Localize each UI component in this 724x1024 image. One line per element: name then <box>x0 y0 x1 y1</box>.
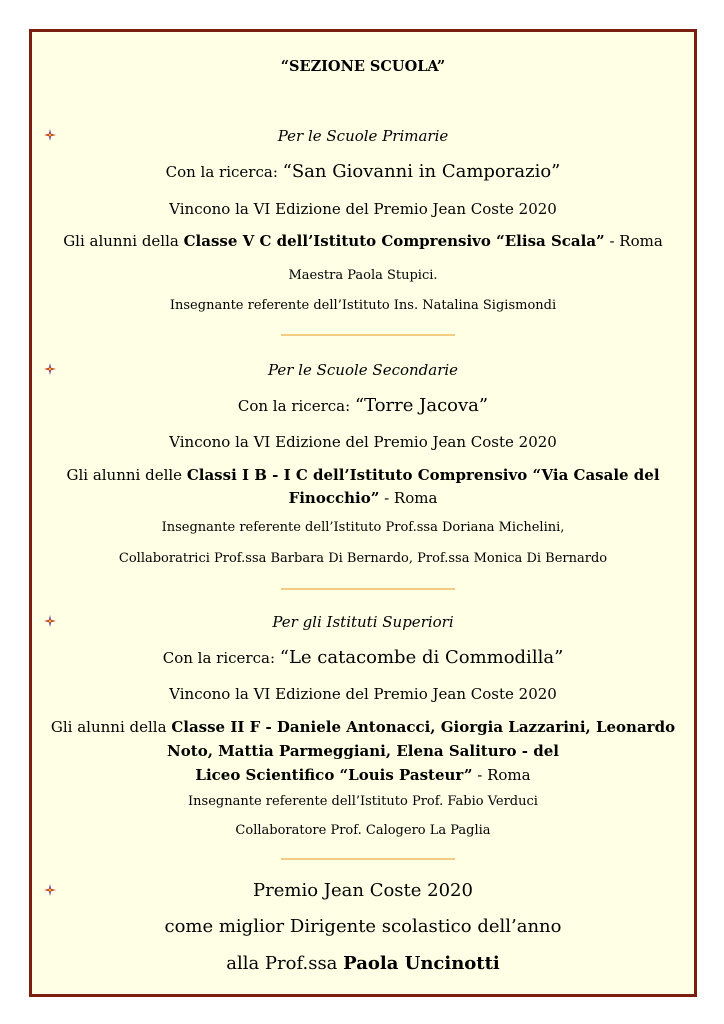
win-primarie: Vincono la VI Edizione del Premio Jean Coste 2020 <box>169 200 557 218</box>
section-title: “SEZIONE SCUOLA” <box>280 58 446 75</box>
research-title: “San Giovanni in Camporazio” <box>282 161 561 182</box>
separator <box>281 334 455 336</box>
win-secondarie: Vincono la VI Edizione del Premio Jean Coste 2020 <box>169 433 557 451</box>
teacher-primarie: Maestra Paola Stupici. <box>288 268 438 283</box>
recipient-prefix: alla Prof.ssa <box>226 953 344 974</box>
research-superiori <box>32 647 694 668</box>
students-names: Noto, Mattia Parmeggiani, Elena Salituro - del <box>167 742 559 760</box>
research-title: “Le catacombe di Commodilla” <box>279 647 564 668</box>
students-superiori-2 <box>32 742 694 760</box>
recipient-name: Paola Uncinotti <box>343 953 500 974</box>
referent-secondarie: Insegnante referente dell’Istituto Prof.ssa Doriana Michelini, <box>161 520 565 535</box>
collaborator-superiori: Collaboratore Prof. Calogero La Paglia <box>235 823 491 838</box>
students-class: Classe V C dell’Istituto Comprensivo “Elisa Scala” <box>183 232 605 250</box>
students-city: - Roma <box>472 766 531 784</box>
students-secondarie-2 <box>32 489 694 507</box>
dirigente-description: come miglior Dirigente scolastico dell’anno <box>164 916 562 937</box>
win-superiori: Vincono la VI Edizione del Premio Jean Coste 2020 <box>169 685 557 703</box>
dirigente-award: Premio Jean Coste 2020 <box>253 880 473 901</box>
research-prefix: Con la ricerca: <box>162 649 280 667</box>
students-school: Liceo Scientifico “Louis Pasteur” <box>195 766 473 784</box>
students-prefix: Gli alunni della <box>63 232 184 250</box>
students-prefix: Gli alunni della <box>50 718 172 736</box>
students-prefix: Gli alunni delle <box>66 466 187 484</box>
category-primarie: Per le Scuole Primarie <box>277 127 449 145</box>
collaborators-secondarie: Collaboratrici Prof.ssa Barbara Di Bernardo, Prof.ssa Monica Di Bernardo <box>118 551 608 566</box>
students-city: - Roma <box>604 232 663 250</box>
students-primarie <box>32 232 694 250</box>
dirigente-recipient <box>32 953 694 974</box>
separator <box>281 858 455 860</box>
students-superiori-3 <box>32 766 694 784</box>
referent-superiori: Insegnante referente dell’Istituto Prof. Fabio Verduci <box>188 794 538 809</box>
students-school: Finocchio” <box>288 489 380 507</box>
students-city: - Roma <box>379 489 438 507</box>
students-class: Classi I B - I C dell’Istituto Comprensivo “Via Casale del <box>186 466 660 484</box>
separator <box>281 588 455 590</box>
research-title: “Torre Jacova” <box>354 395 489 416</box>
research-primarie <box>32 161 694 182</box>
referent-primarie: Insegnante referente dell’Istituto Ins. Natalina Sigismondi <box>169 298 557 313</box>
category-superiori: Per gli Istituti Superiori <box>272 613 454 631</box>
research-prefix: Con la ricerca: <box>165 163 283 181</box>
students-class: Classe II F - Daniele Antonacci, Giorgia Lazzarini, Leonardo <box>171 718 676 736</box>
document-frame <box>29 29 697 997</box>
students-secondarie-1 <box>32 466 694 484</box>
research-prefix: Con la ricerca: <box>237 397 355 415</box>
students-superiori-1 <box>32 718 694 736</box>
research-secondarie <box>32 395 694 416</box>
category-secondarie: Per le Scuole Secondarie <box>267 361 459 379</box>
